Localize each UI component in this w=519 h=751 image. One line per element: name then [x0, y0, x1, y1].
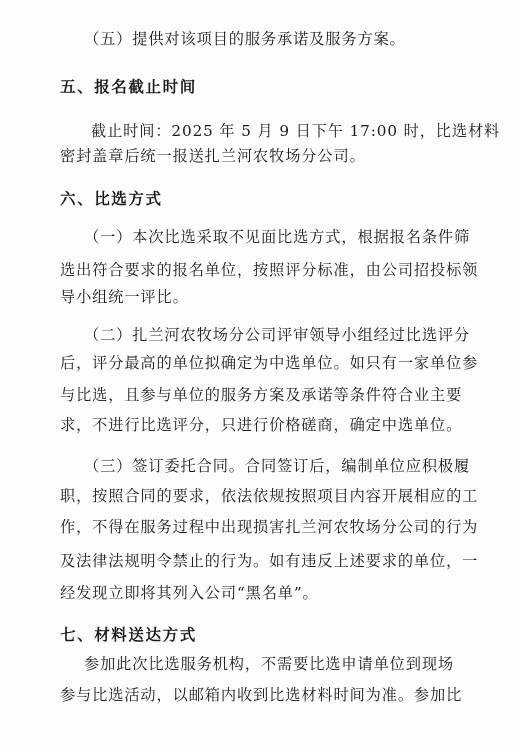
section-7-line-1: 参加此次比选服务机构，不需要比选申请单位到现场	[84, 655, 455, 673]
section-6-para-2-line-3: 与比选，且参与单位的服务方案及承诺等条件符合业主要	[60, 386, 463, 404]
section-6-para-1-line-2: 选出符合要求的报名单位，按照评分标准，由公司招投标领	[60, 261, 479, 279]
section-6-para-2-line-2: 后，评分最高的单位拟确定为中选单位。如只有一家单位参	[60, 354, 479, 372]
section-6-para-3-line-2: 职，按照合同的要求，依法依规按照项目内容开展相应的工	[60, 487, 479, 505]
section-6-para-1-line-1: （一）本次比选采取不见面比选方式，根据报名条件筛	[84, 228, 471, 246]
section-7-heading: 七、材料送达方式	[60, 626, 197, 644]
section-6-para-2-line-1: （二）扎兰河农牧场分公司评审领导小组经过比选评分	[84, 326, 471, 344]
section-6-para-3-line-1: （三）签订委托合同。合同签订后，编制单位应积极履	[84, 457, 471, 475]
section-5-heading: 五、报名截止时间	[60, 78, 197, 96]
section-6-heading: 六、比选方式	[60, 190, 163, 208]
section-5-line-1: 截止时间：2025 年 5 月 9 日下午 17:00 时，比选材料	[91, 122, 501, 140]
section-6-para-3-line-3: 作，不得在服务过程中出现损害扎兰河农牧场分公司的行为	[60, 518, 479, 536]
section-6-para-1-line-3: 导小组统一评比。	[60, 288, 189, 306]
section-6-para-3-line-4: 及法律法规明令禁止的行为。如有违反上述要求的单位，一	[60, 552, 479, 570]
section-6-para-3-line-5: 经发现立即将其列入公司“黑名单”。	[60, 584, 319, 602]
item-5-text: （五）提供对该项目的服务承诺及服务方案。	[84, 30, 406, 48]
section-6-para-2-line-4: 求，不进行比选评分，只进行价格磋商，确定中选单位。	[60, 416, 463, 434]
section-5-line-2: 密封盖章后统一报送扎兰河农牧场分公司。	[60, 147, 366, 165]
section-7-line-2: 参与比选活动，以邮箱内收到比选材料时间为准。参加比	[60, 686, 463, 704]
